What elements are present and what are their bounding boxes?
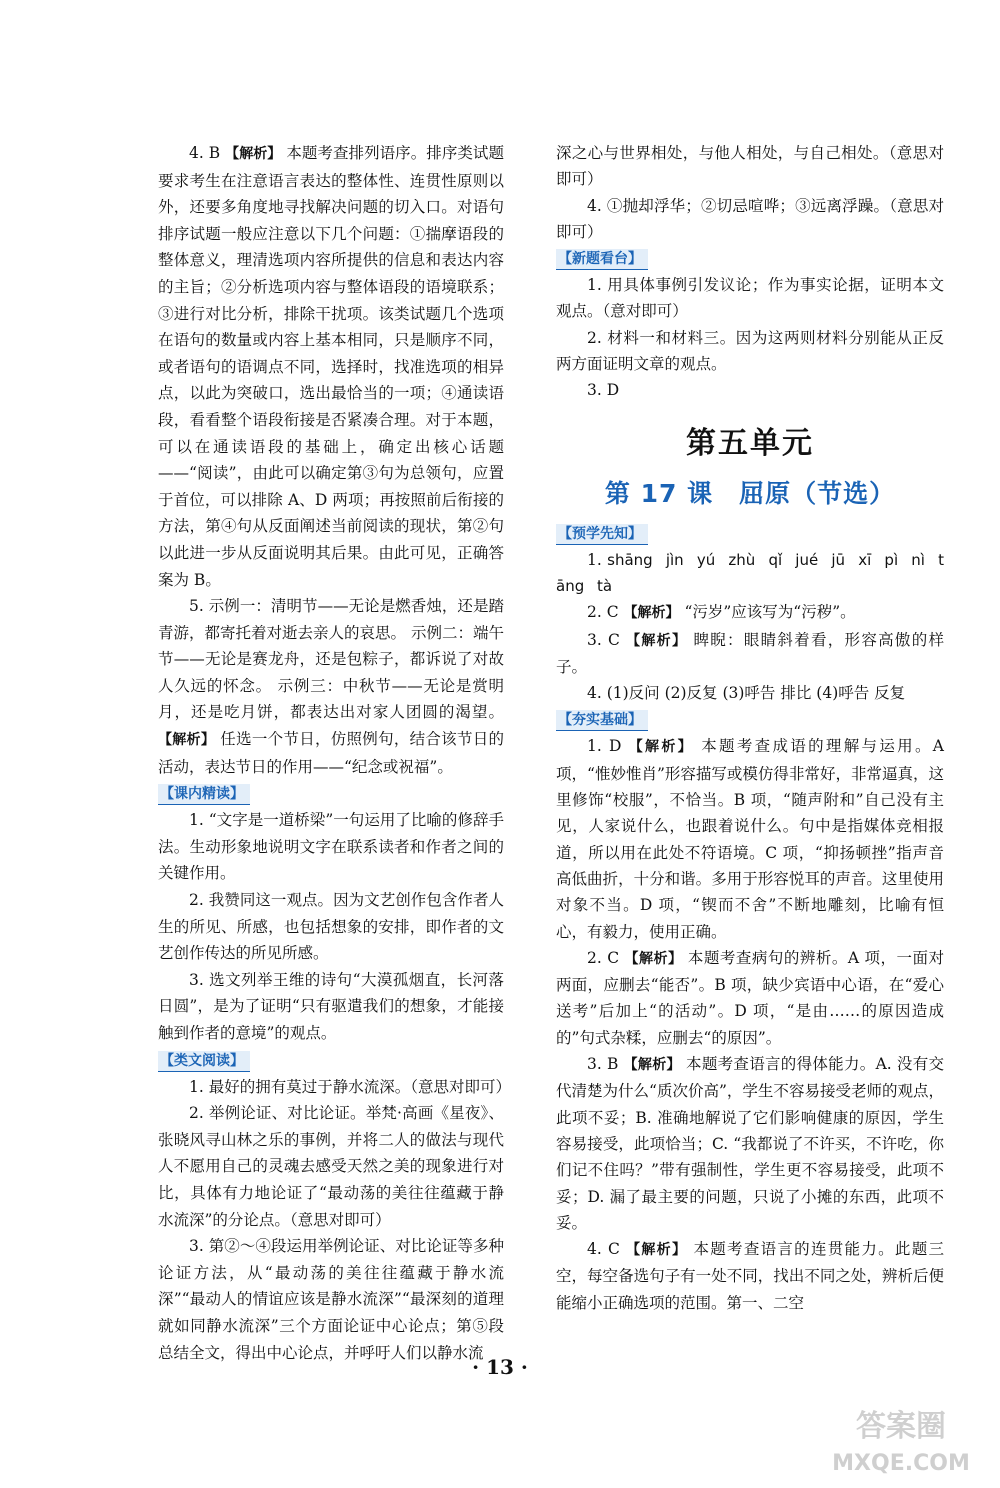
analysis-tag: 【解析】 xyxy=(158,732,216,749)
section-heading-kenei: 【课内精读】 xyxy=(158,784,250,805)
analysis-tag: 【解析】 xyxy=(626,632,688,649)
hangshi-answer-2 xyxy=(556,945,944,1051)
leiwen-answer-2: 2. 举例论证、对比论证。举梵·高画《星夜》、张晓风寻山林之乐的事例，并将二人的做法与现代人不愿用自己的灵魂去感受天然之美的现象进行对比，具体有力地论证了“最动荡的美往往蕴藏于静水流深”的分论点。（意思对即可） xyxy=(158,1104,504,1229)
kenei-answer-1: 1. “文字是一道桥梁”一句运用了比喻的修辞手法。生动形象地说明文字在联系读者和作者之间的关键作用。 xyxy=(158,811,504,883)
yuxue-answer-3 xyxy=(556,627,944,681)
analysis-tag: 【解析】 xyxy=(225,146,282,162)
answer-label: 4. C xyxy=(587,1240,627,1259)
xinti-answer-1: 1. 用具体事例引发议论；作为事实论据，证明本文观点。（意对即可） xyxy=(556,276,944,321)
left-column xyxy=(158,140,511,1366)
yuxue-answer-2 xyxy=(556,599,944,626)
xinti-answer-3: 3. D xyxy=(587,381,620,400)
section-heading-hangshi: 【夯实基础】 xyxy=(556,710,648,731)
leiwen-answer-3: 3. 第②～④段运用举例论证、对比论证等多种论证方法，从“最动荡的美往往蕴藏于静水流深”“最动人的情谊应该是静水流深”“最深刻的道理就如同静水流深”三个方面论证中心论点；第⑤段总结全文，得出中心论点，并呼吁人们以静水流 xyxy=(158,1237,504,1362)
answer-label: 3. B xyxy=(587,1055,624,1074)
yuxue-answer-4: 4. (1)反问 (2)反复 (3)呼告 排比 (4)呼告 反复 xyxy=(587,684,906,703)
watermark-bottom-text: MXQE.COM xyxy=(832,1451,970,1476)
hangshi-answer-3 xyxy=(556,1051,944,1236)
analysis-text: 睥睨：眼睛斜着看，形容高傲的样子。 xyxy=(556,630,944,676)
analysis-tag: 【解析】 xyxy=(623,1057,681,1074)
answer-label: 2. C xyxy=(587,948,625,967)
analysis-tag: 【解析】 xyxy=(628,739,694,756)
answer-label: 3. C xyxy=(587,630,627,649)
watermark-logo xyxy=(816,1400,986,1480)
answer-4 xyxy=(158,140,504,593)
analysis-text: 本题考查语言的得体能力。A. 没有交代清楚为什么“质次价高”，学生不容易接受老师的观点，此项不妥；B. 准确地解说了它们影响健康的原因，学生容易接受，此项恰当；C. “我都说了不许买，不许吃，你们记不住吗？”带有强制性，学生更不容易接受，此项不妥；D. 漏了最主要的问题，只说了小摊的东西，此项不妥。 xyxy=(556,1055,944,1232)
section-heading-yuxue: 【预学先知】 xyxy=(556,524,648,545)
answer-label: 2. C xyxy=(587,603,624,622)
page-number: · 13 · xyxy=(472,1355,528,1379)
answer-text: 5. 示例一：清明节——无论是燃香烛，还是踏青游，都寄托着对逝去亲人的哀思。 示例二：端午节——无论是赛龙舟，还是包粽子，都诉说了对故人久远的怀念。 示例三：中秋节——无论是赏明月，还是吃月饼，都表达出对家人团圆的渴望。 xyxy=(158,597,504,722)
hangshi-answer-1 xyxy=(556,733,944,944)
analysis-text: 本题考查病句的辨析。A 项，一面对两面，应删去“能否”。B 项，缺少宾语中心语，在“爱心送考”后加上“的活动”。D 项，“是由……的原因造成的”句式杂糅，应删去“的原因”。 xyxy=(556,948,944,1047)
analysis-text: “污岁”应该写为“污秽”。 xyxy=(679,603,856,622)
xinti-answer-2: 2. 材料一和材料三。因为这两则材料分别能从正反两方面证明文章的观点。 xyxy=(556,328,944,374)
leiwen-answer-1: 1. 最好的拥有莫过于静水流深。（意思对即可） xyxy=(189,1077,511,1096)
answer-label: 1. xyxy=(587,550,608,569)
pinyin-text: shāng jìn yú zhù qǐ jué jū xī pì nì tāng tà xyxy=(556,550,945,595)
continued-text: 深之心与世界相处，与他人相处，与自己相处。（意思对即可） xyxy=(556,144,944,189)
analysis-text: 任选一个节日，仿照例句，结合该节日的活动，表达节日的作用——“纪念或祝福”。 xyxy=(158,730,504,776)
analysis-text: 本题考查语言的连贯能力。此题三空，每空备选句子有一处不同，找出不同之处，辨析后便能缩小正确选项的范围。第一、二空 xyxy=(556,1240,944,1312)
right-column xyxy=(556,140,944,1316)
yuxue-answer-1 xyxy=(556,547,944,600)
analysis-tag: 【解析】 xyxy=(623,605,680,622)
section-heading-xinti: 【新题看台】 xyxy=(556,249,648,270)
answer-label: 4. B xyxy=(189,144,226,162)
lesson-title: 第 17 课 屈原（节选） xyxy=(604,478,896,508)
kenei-answer-2: 2. 我赞同这一观点。因为文艺创作包含作者人生的所见、所感，也包括想象的安排，即作者的文艺创作传达的所见所感。 xyxy=(158,891,504,963)
leiwen-answer-4: 4. ①抛却浮华；②切忌喧哗；③远离浮躁。（意思对即可） xyxy=(556,196,944,241)
watermark-top-text: 答案圈 xyxy=(856,1409,946,1444)
kenei-answer-3: 3. 选文列举王维的诗句“大漠孤烟直，长河落日圆”，是为了证明“只有驱遣我们的想象，才能接触到作者的意境”的观点。 xyxy=(158,970,504,1042)
analysis-tag: 【解析】 xyxy=(624,950,683,967)
analysis-text: 本题考查排列语序。排序类试题要求考生在注意语言表达的整体性、连贯性原则以外，还要多角度地寻找解决问题的切入口。对语句排序试题一般应注意以下几个问题：①揣摩语段的整体意义，理清选项内容所提供的信息和表达内容的主旨；②分析选项内容与整体语段的语境联系；③进行对比分析，排除干扰项。该类试题几个选项在语句的数量或内容上基本相同，只是顺序不同，或者语句的语调点不同，选择时，找准选项的相异点，以此为突破口，选出最恰当的一项；④通读语段，看看整个语段衔接是否紧凑合理。对于本题，可以在通读语段的基础上，确定出核心话题——“阅读”，由此可以确定第③句为总领句，应置于首位，可以排除 A、D 两项；再按照前后衔接的方法，第④句从反面阐述当前阅读的现状，第②句以此进一步从反面说明其后果。由此可见，正确答案为 B。 xyxy=(158,144,504,589)
answer-label: 1. D xyxy=(587,737,629,756)
analysis-text: 本题考查成语的理解与运用。A 项，“惟妙惟肖”形容描写或模仿得非常好，非常逼真，这里修饰“校服”，不恰当。B 项，“随声附和”自己没有主见，人家说什么，也跟着说什么。句中是指媒体竞相报道，所以用在此处不符语境。C 项，“抑扬顿挫”指声音高低曲折，十分和谐。多用于形容悦耳的声音。这里使用对象不当。D 项，“锲而不舍”不断地雕刻，比喻有恒心，有毅力，使用正确。 xyxy=(556,737,944,941)
hangshi-answer-4 xyxy=(556,1236,944,1316)
section-heading-leiwen: 【类文阅读】 xyxy=(158,1051,250,1072)
unit-title: 第五单元 xyxy=(686,425,814,461)
analysis-tag: 【解析】 xyxy=(626,1242,688,1259)
answer-5 xyxy=(158,593,504,780)
